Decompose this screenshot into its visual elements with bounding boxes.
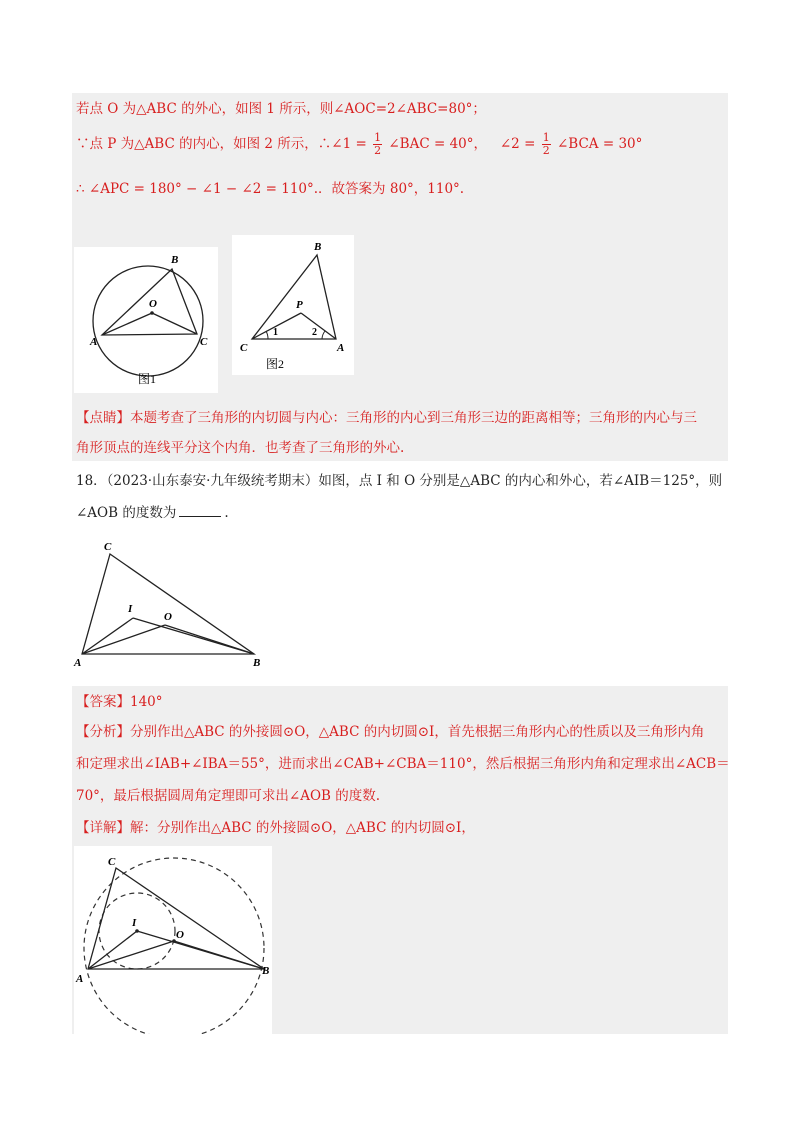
fig2-label-P: P — [296, 299, 303, 311]
fig1-label-B: B — [171, 254, 179, 266]
solution-line-2 — [76, 132, 642, 157]
qfig-label-I: I — [128, 603, 133, 615]
question-figure — [70, 538, 270, 670]
dfig-label-A: A — [76, 973, 84, 985]
dfig-label-C: C — [108, 856, 116, 868]
fig2-label-C: C — [240, 342, 248, 354]
fraction-half-2: $\frac{1}{2}$ — [542, 131, 550, 157]
dfig-label-B: B — [262, 965, 270, 977]
answer-blank — [179, 502, 221, 517]
dfig-label-I: I — [132, 917, 137, 929]
solution-line-1: 若点 O 为△ABC 的外心，如图 1 所示，则∠AOC=2∠ABC=80°； — [76, 101, 486, 117]
answer-line: 【答案】140° — [76, 694, 163, 710]
qfig-label-O: O — [164, 611, 172, 623]
analysis-line-1: 【分析】分别作出△ABC 的外接圆⊙O，△ABC 的内切圆⊙I，首先根据三角形内心的性质以及三角形内角 — [76, 724, 705, 740]
analysis-line-2: 和定理求出∠IAB+∠IBA＝55°，进而求出∠CAB+∠CBA＝110°，然后根据三角形内角和定理求出∠ACB＝ — [76, 756, 730, 772]
remark-line-1: 【点睛】本题考查了三角形的内切圆与内心：三角形的内心到三角形三边的距离相等；三角形的内心与三 — [76, 410, 697, 426]
fig1-label-O: O — [149, 298, 157, 310]
line2-part-d: ∠BCA = 30° — [556, 136, 643, 152]
fig2-label-B: B — [314, 241, 322, 253]
solution-line-3: ∴ ∠APC = 180° − ∠1 − ∠2 = 110°.．故答案为 80°，110°. — [76, 181, 465, 197]
question-18-period: . — [224, 505, 229, 521]
qfig-label-B: B — [253, 657, 261, 669]
qfig-label-A: A — [74, 657, 82, 669]
fig1-label-A: A — [90, 336, 98, 348]
fig1-label-C: C — [200, 336, 208, 348]
dfig-label-O: O — [176, 929, 184, 941]
fig2-label-A: A — [337, 342, 345, 354]
detail-line: 【详解】解：分别作出△ABC 的外接圆⊙O，△ABC 的内切圆⊙I， — [76, 820, 475, 836]
figure-2 — [232, 235, 354, 375]
line2-part-c: ∠2 = — [499, 136, 536, 152]
detail-figure — [74, 846, 272, 1034]
question-18-line-1: 18．（2023·山东泰安·九年级统考期末）如图，点 I 和 O 分别是△ABC 的内心和外心，若∠AIB＝125°，则 — [76, 473, 723, 489]
fig2-label-2: 2 — [312, 327, 317, 338]
remark-line-2: 角形顶点的连线平分这个内角．也考查了三角形的外心. — [76, 440, 405, 456]
fraction-half-1: $\frac{1}{2}$ — [374, 131, 382, 157]
question-18-text: ∠AOB 的度数为 — [76, 505, 177, 521]
line2-part-b: ∠BAC = 40°， — [388, 136, 487, 152]
analysis-line-3: 70°，最后根据圆周角定理即可求出∠AOB 的度数. — [76, 788, 381, 804]
qfig-label-C: C — [104, 541, 112, 553]
figure-1 — [74, 247, 218, 393]
line2-part-a: ∵点 P 为△ABC 的内心，如图 2 所示，∴∠1 = — [76, 136, 367, 152]
fig2-caption: 图2 — [266, 357, 285, 371]
fig2-label-1: 1 — [273, 327, 278, 338]
question-18-line-2 — [76, 502, 229, 524]
fig1-caption: 图1 — [138, 372, 157, 386]
